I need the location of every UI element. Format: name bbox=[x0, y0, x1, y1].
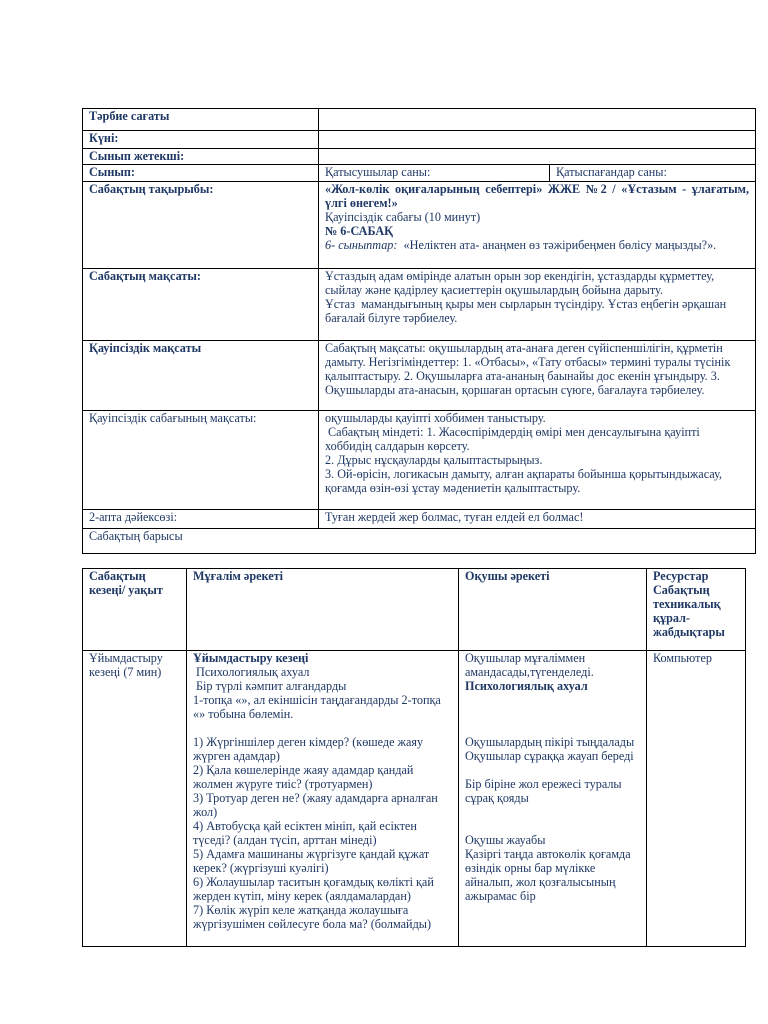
student-activity-cell bbox=[459, 651, 647, 947]
header-student-activity: Оқушы әрекеті bbox=[459, 569, 647, 651]
teacher-stage-title: Ұйымдастыру кезеңі bbox=[193, 651, 309, 665]
goal-text: Ұстаздың адам өмірінде алатын орын зор екендігін, ұстаздарды құрметтеу, сыйлау және қадірлеу қасиеттерін оқушылардың бойына дарыту. Ұстаз мамандығының қыры мен сырларын түсіндіру. Ұстаз еңбегін әрқашан бағалай білуге тәрбиелеу. bbox=[325, 269, 727, 325]
header-stage: Сабақтың кезеңі/ уақыт bbox=[83, 569, 187, 651]
topic-question-line bbox=[325, 238, 749, 252]
absentees-label: Қатыспағандар саны: bbox=[550, 165, 756, 182]
lesson-number: № 6-САБАҚ bbox=[325, 224, 393, 238]
date-label: Күні: bbox=[83, 131, 319, 149]
quote-label: 2-апта дәйексөзі: bbox=[83, 510, 319, 529]
student-greeting: Оқушылар мұғаліммен амандасады,түгенделеді. bbox=[465, 651, 594, 679]
safety-lesson-goal-label: Қауіпсіздік сабағының мақсаты: bbox=[83, 411, 319, 510]
lesson-stages-table bbox=[82, 568, 746, 947]
grade-label: 6- сыныптар: bbox=[325, 238, 398, 252]
topic-question: «Неліктен ата- анаңмен өз тәжірибеңмен бөлісу маңызды?». bbox=[403, 238, 717, 252]
resource-cell: Компьютер bbox=[647, 651, 746, 947]
safety-goal-text: Сабақтың мақсаты: оқушылардың ата-анаға деген сүйіспеншілігін, құрметін дамыту. Негізгіміндеттер: 1. «Отбасы», «Тату отбасы» термині туралы түсінік қалыптастыру. 2. Оқушыларға ата-ананың баынайы дос екенін ұғындыру. 3. Оқушыларды ата-анасын, қоршаған ортасын сүюге, бағалауға тәрбиелеу. bbox=[325, 341, 734, 397]
safety-lesson-goal-text: оқушыларды қауіпті хоббимен таныстыру. Сабақтың міндеті: 1. Жасөспірімдердің өмірі мен денсаулығына қауіпті хоббидің салдарын көрсету. 2. Дұрыс нұсқауларды қалыптастырыңыз. 3. Ой-өрісін, логикасын дамыту, алған ақпараты бойынша қорытындыжасау, қоғамда өзін-өзі ұстау мәдениетін қалыптастыру. bbox=[325, 411, 722, 495]
safety-goal-label: Қауіпсіздік мақсаты bbox=[83, 341, 319, 411]
class-teacher-label: Сынып жетекші: bbox=[83, 149, 319, 165]
tarbie-label: Тәрбие сағаты bbox=[83, 109, 319, 131]
topic-title: «Жол-көлік оқиғаларының себептері» ЖЖЕ №2 / «Ұстазым - ұлағатым, үлгі өнегем!» bbox=[325, 182, 749, 210]
date-value bbox=[319, 131, 756, 149]
goal-cell bbox=[319, 269, 756, 341]
class-teacher-value bbox=[319, 149, 756, 165]
teacher-activity-cell bbox=[187, 651, 459, 947]
topic-cell bbox=[319, 182, 756, 269]
header-teacher-activity: Мұғалім әрекеті bbox=[187, 569, 459, 651]
topic-label: Сабақтың тақырыбы: bbox=[83, 182, 319, 269]
attendees-label: Қатысушылар саны: bbox=[319, 165, 550, 182]
stage-cell: Ұйымдастыру кезеңі (7 мин) bbox=[83, 651, 187, 947]
safety-goal-cell bbox=[319, 341, 756, 411]
safety-lesson-goal-cell bbox=[319, 411, 756, 510]
tarbie-value bbox=[319, 109, 756, 131]
student-psych-climate: Психологиялық ахуал bbox=[465, 679, 588, 693]
teacher-activity-text: Психологиялық ахуал Бір түрлі кәмпит алғандарды 1-топқа «», ал екіншісін таңдағандарды 2-топқа «» тобына бөлемін. 1) Жүргіншілер деген кімдер? (көшеде жаяу жүрген адамдар) 2) Қала көшелерінде жаяу адамдар қандай жолмен жүруге тиіс? (тротуармен) 3) Тротуар деген не? (жаяу адамдарға арналған жол) 4) Автобусқа қай есіктен мініп, қай есіктен түседі? (алдан түсіп, арттан мінеді) 5) Адамға машинаны жүргізуге қандай құжат керек? (жүргізуші куәлігі) 6) Жолаушылар таситын қоғамдық көлікті қай жерден күтіп, міну керек (аялдамалардан) 7) Көлік жүріп келе жатқанда жолаушыға жүргізушімен сөйлесуге бола ма? (болмайды) bbox=[193, 665, 441, 931]
topic-safety-lesson: Қауіпсіздік сабағы (10 минут) bbox=[325, 210, 481, 224]
goal-label: Сабақтың мақсаты: bbox=[83, 269, 319, 341]
lesson-info-table bbox=[82, 108, 756, 554]
class-label: Сынып: bbox=[83, 165, 319, 182]
student-activity-text: Оқушылардың пікірі тыңдалады Оқушылар сұраққа жауап береді Бір біріне жол ережесі туралы сұрақ қояды Оқушы жауабы Қазіргі таңда автокөлік қоғамда өзіндік орны бар мүлікке айналып, жол қозғалысының ажырамас бір bbox=[465, 735, 635, 903]
header-resources: Ресурстар Сабақтың техникалық құрал-жабдықтары bbox=[647, 569, 746, 651]
lesson-progress-label: Сабақтың барысы bbox=[83, 529, 756, 554]
quote-text: Туған жердей жер болмас, туған елдей ел болмас! bbox=[319, 510, 756, 529]
